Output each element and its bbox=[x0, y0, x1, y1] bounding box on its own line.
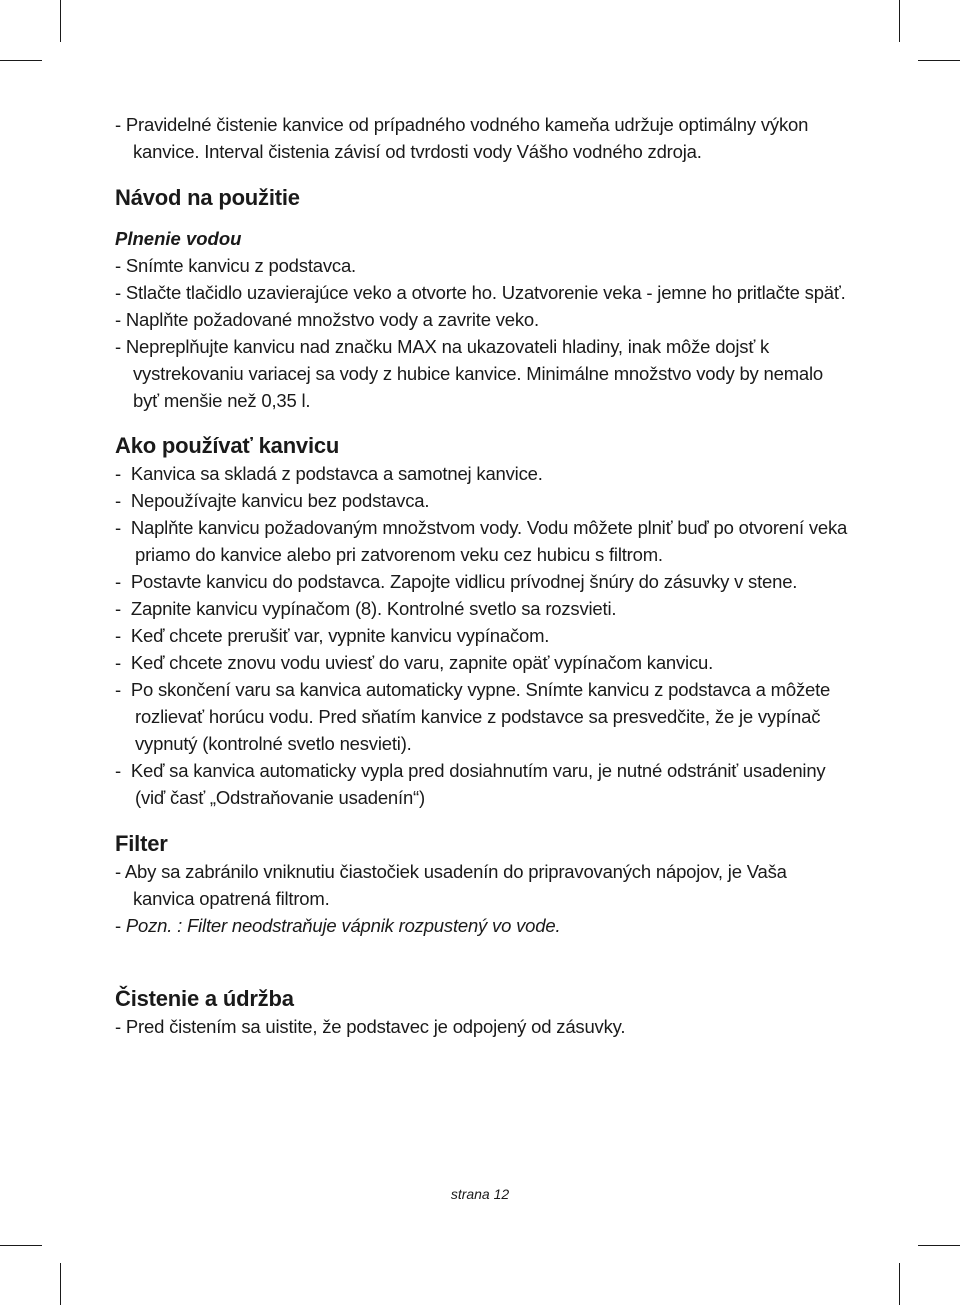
crop-mark bbox=[918, 1245, 960, 1246]
list-item: - Nepreplňujte kanvicu nad značku MAX na ukazovateli hladiny, inak môže dojsť k vystrekovaniu variacej sa vody z hubice kanvice. Minimálne množstvo vody by nemalo byť menšie než 0,35 l. bbox=[115, 336, 824, 411]
list-item: - Stlačte tlačidlo uzavierajúce veko a otvorte ho. Uzatvorenie veka - jemne ho pritlačte späť. bbox=[115, 282, 846, 303]
list-item: - Po skončení varu sa kanvica automaticky vypne. Snímte kanvicu z podstavca a môžete rozlievať horúcu vodu. Pred sňatím kanvice z podstavce sa presvedčite, že je vypínač vypnutý (kontrolné svetlo nesvieti). bbox=[115, 679, 836, 754]
list-item: - Zapnite kanvicu vypínačom (8). Kontrolné svetlo sa rozsvieti. bbox=[115, 598, 617, 619]
crop-mark bbox=[60, 1263, 61, 1305]
list-item: - Aby sa zabránilo vniknutiu čiastočiek usadenín do pripravovaných nápojov, je Vaša kanvica opatrená filtrom. bbox=[115, 861, 787, 909]
section-title-ako: Ako používať kanvicu bbox=[115, 433, 340, 458]
list-item: - Snímte kanvicu z podstavca. bbox=[115, 255, 356, 276]
filter-note-dash: - bbox=[115, 915, 126, 936]
crop-mark bbox=[0, 60, 42, 61]
crop-mark bbox=[0, 1245, 42, 1246]
page-number: strana 12 bbox=[450, 1186, 510, 1202]
crop-mark bbox=[899, 1263, 900, 1305]
section-title-filter: Filter bbox=[115, 831, 168, 856]
list-item: - Kanvica sa skladá z podstavca a samotnej kanvice. bbox=[115, 463, 543, 484]
section-title-navod: Návod na použitie bbox=[115, 185, 300, 210]
crop-mark bbox=[918, 60, 960, 61]
section-title-cistenie: Čistenie a údržba bbox=[115, 986, 294, 1011]
list-item: - Pred čistením sa uistite, že podstavec je odpojený od zásuvky. bbox=[115, 1016, 626, 1037]
filter-note bbox=[115, 912, 850, 939]
intro-item: - Pravidelné čistenie kanvice od prípadného vodného kameňa udržuje optimálny výkon kanvice. Interval čistenia závisí od tvrdosti vody Vášho vodného zdroja. bbox=[115, 114, 809, 162]
page-content bbox=[115, 111, 853, 1040]
crop-mark bbox=[899, 0, 900, 42]
list-item: - Naplňte kanvicu požadovaným množstvom vody. Vodu môžete plniť buď po otvorení veka priamo do kanvice alebo pri zatvorenom veku cez hubicu s filtrom. bbox=[115, 517, 853, 565]
list-item: - Nepoužívajte kanvicu bez podstavca. bbox=[115, 490, 430, 511]
list-item: - Keď sa kanvica automaticky vypla pred dosiahnutím varu, je nutné odstrániť usadeniny (viď časť „Odstraňovanie usadenín“) bbox=[115, 760, 831, 808]
subsection-title-plnenie: Plnenie vodou bbox=[115, 228, 242, 249]
list-item: - Keď chcete prerušiť var, vypnite kanvicu vypínačom. bbox=[115, 625, 550, 646]
crop-mark bbox=[60, 0, 61, 42]
list-item: - Postavte kanvicu do podstavca. Zapojte vidlicu prívodnej šnúry do zásuvky v stene. bbox=[115, 571, 798, 592]
filter-note-text: Pozn. : Filter neodstraňuje vápnik rozpustený vo vode. bbox=[125, 915, 561, 936]
list-item: - Naplňte požadované množstvo vody a zavrite veko. bbox=[115, 309, 539, 330]
list-item: - Keď chcete znovu vodu uviesť do varu, zapnite opäť vypínačom kanvicu. bbox=[115, 652, 714, 673]
